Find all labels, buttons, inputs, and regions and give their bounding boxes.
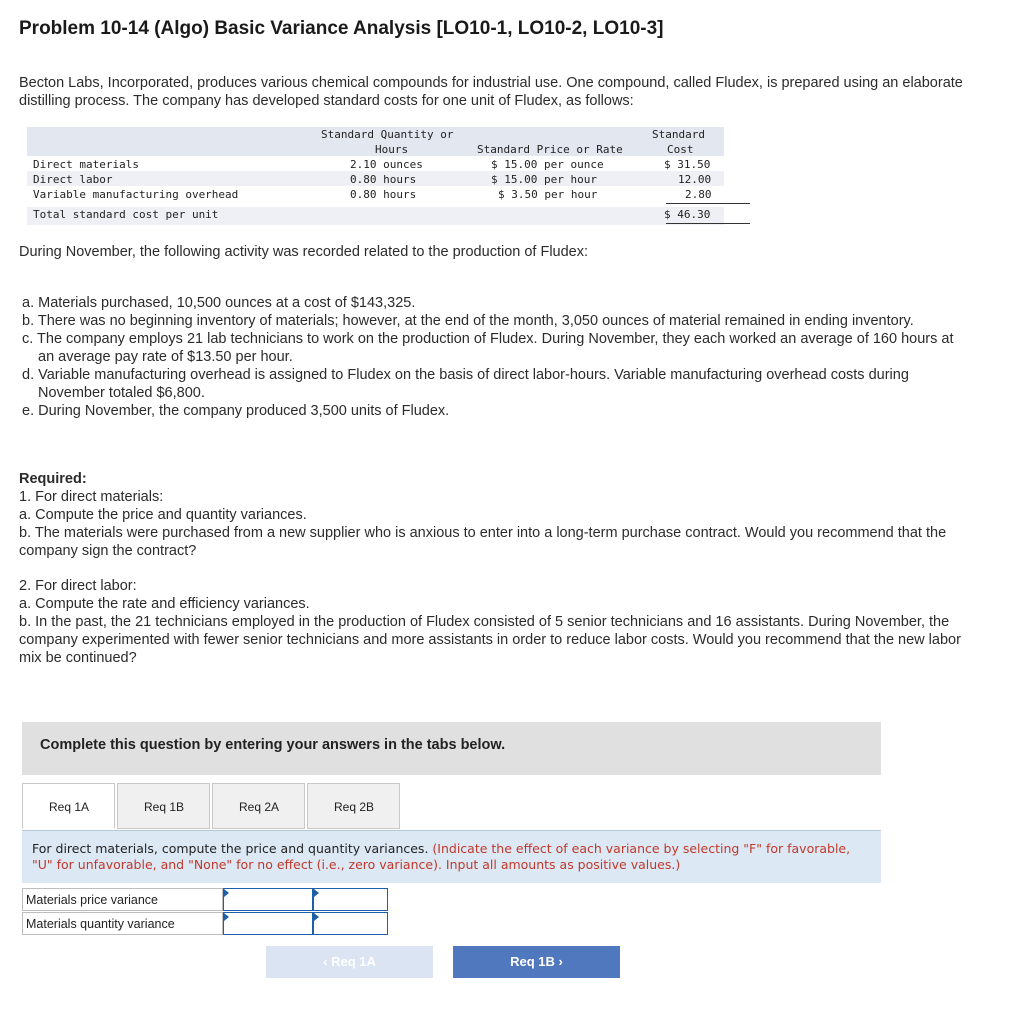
required-section-2 <box>19 577 979 667</box>
instruction-note: (Indicate the effect of each variance by selecting "F" for favorable, "U" for unfavorable, and "None" for no effect (i.e., zero variance). Input all amounts as positive values.) <box>32 841 851 872</box>
row-cost-variable-overhead: 2.80 <box>685 188 712 201</box>
row-label-direct-materials: Direct materials <box>33 158 139 171</box>
materials-price-variance-effect-select[interactable] <box>313 888 388 911</box>
instruction-text <box>32 841 862 873</box>
materials-quantity-variance-effect-select[interactable] <box>313 912 388 935</box>
during-paragraph: During November, the following activity was recorded related to the production of Fludex: <box>19 244 589 260</box>
total-rule <box>666 223 750 224</box>
row-qty-direct-materials: 2.10 ounces <box>350 158 423 171</box>
required-item: 1. For direct materials: <box>19 489 164 505</box>
list-item: d. Variable manufacturing overhead is assigned to Fludex on the basis of direct labor-hours. Variable manufacturing overhead costs during November totaled $6,800. <box>22 367 909 401</box>
materials-quantity-variance-amount-input[interactable] <box>223 912 313 935</box>
list-item: e. During November, the company produced 3,500 units of Fludex. <box>22 403 450 419</box>
header-qty-line2: Hours <box>375 143 409 156</box>
tab-req-2a[interactable]: Req 2A <box>212 783 305 829</box>
header-qty-line1: Standard Quantity or <box>321 128 454 141</box>
chevron-left-icon: ‹ <box>323 954 328 969</box>
row-label-variable-overhead: Variable manufacturing overhead <box>33 188 239 201</box>
row-price-direct-labor: $ 15.00 per hour <box>491 173 597 186</box>
required-item: 2. For direct labor: <box>19 578 137 594</box>
row-price-direct-materials: $ 15.00 per ounce <box>491 158 604 171</box>
next-button-label: Req 1B <box>510 954 555 969</box>
row-qty-direct-labor: 0.80 hours <box>350 173 417 186</box>
row-price-variable-overhead: $ 3.50 per hour <box>498 188 598 201</box>
prev-button-label: Req 1A <box>331 954 376 969</box>
materials-price-variance-label: Materials price variance <box>22 888 223 911</box>
tab-req-2b[interactable]: Req 2B <box>307 783 400 829</box>
list-item: b. There was no beginning inventory of materials; however, at the end of the month, 3,050 ounces of material remained in ending inventory. <box>22 313 914 329</box>
answer-panel-header <box>22 722 881 775</box>
intro-paragraph: Becton Labs, Incorporated, produces various chemical compounds for industrial use. One compound, called Fludex, is prepared using an elaborate distilling process. The company has developed standard costs for one unit of Fludex, as follows: <box>19 75 963 109</box>
list-item: a. Materials purchased, 10,500 ounces at a cost of $143,325. <box>22 295 416 311</box>
prev-button[interactable] <box>266 946 433 978</box>
next-button[interactable] <box>453 946 620 978</box>
row-cost-total: $ 46.30 <box>664 208 711 221</box>
materials-quantity-variance-label: Materials quantity variance <box>22 912 223 935</box>
chevron-right-icon: › <box>558 954 563 969</box>
required-section <box>19 470 979 560</box>
answer-panel-heading: Complete this question by entering your answers in the tabs below. <box>40 737 506 753</box>
instruction-main: For direct materials, compute the price and quantity variances. <box>32 841 429 856</box>
materials-price-variance-amount-input[interactable] <box>223 888 313 911</box>
instruction-box <box>22 830 881 883</box>
activity-list <box>22 294 962 420</box>
required-item: b. In the past, the 21 technicians employed in the production of Fludex consisted of 5 senior technicians and 16 assistants. During November, the company experimented with fewer senior technicians and more assistants in order to reduce labor costs. Would you recommend that the new labor mix be continued? <box>19 614 961 666</box>
required-item: b. The materials were purchased from a new supplier who is anxious to enter into a long-term purchase contract. Would you recommend that the company sign the contract? <box>19 525 947 559</box>
tab-req-1b[interactable]: Req 1B <box>117 783 210 829</box>
tab-req-1a[interactable]: Req 1A <box>22 783 115 829</box>
page-title: Problem 10-14 (Algo) Basic Variance Analysis [LO10-1, LO10-2, LO10-3] <box>19 18 664 39</box>
list-item: c. The company employs 21 lab technicians to work on the production of Fludex. During November, they each worked an average of 160 hours at an average pay rate of $13.50 per hour. <box>22 331 954 365</box>
required-item: a. Compute the price and quantity variances. <box>19 507 307 523</box>
required-item: a. Compute the rate and efficiency variances. <box>19 596 310 612</box>
standard-cost-table <box>27 127 724 225</box>
header-cost-line2: Cost <box>667 143 694 156</box>
subtotal-rule <box>666 203 750 204</box>
header-cost-line1: Standard <box>652 128 705 141</box>
header-price: Standard Price or Rate <box>477 143 623 156</box>
row-label-direct-labor: Direct labor <box>33 173 113 186</box>
row-label-total: Total standard cost per unit <box>33 208 219 221</box>
row-qty-variable-overhead: 0.80 hours <box>350 188 417 201</box>
row-cost-direct-labor: 12.00 <box>678 173 712 186</box>
row-cost-direct-materials: $ 31.50 <box>664 158 711 171</box>
required-heading: Required: <box>19 471 87 487</box>
